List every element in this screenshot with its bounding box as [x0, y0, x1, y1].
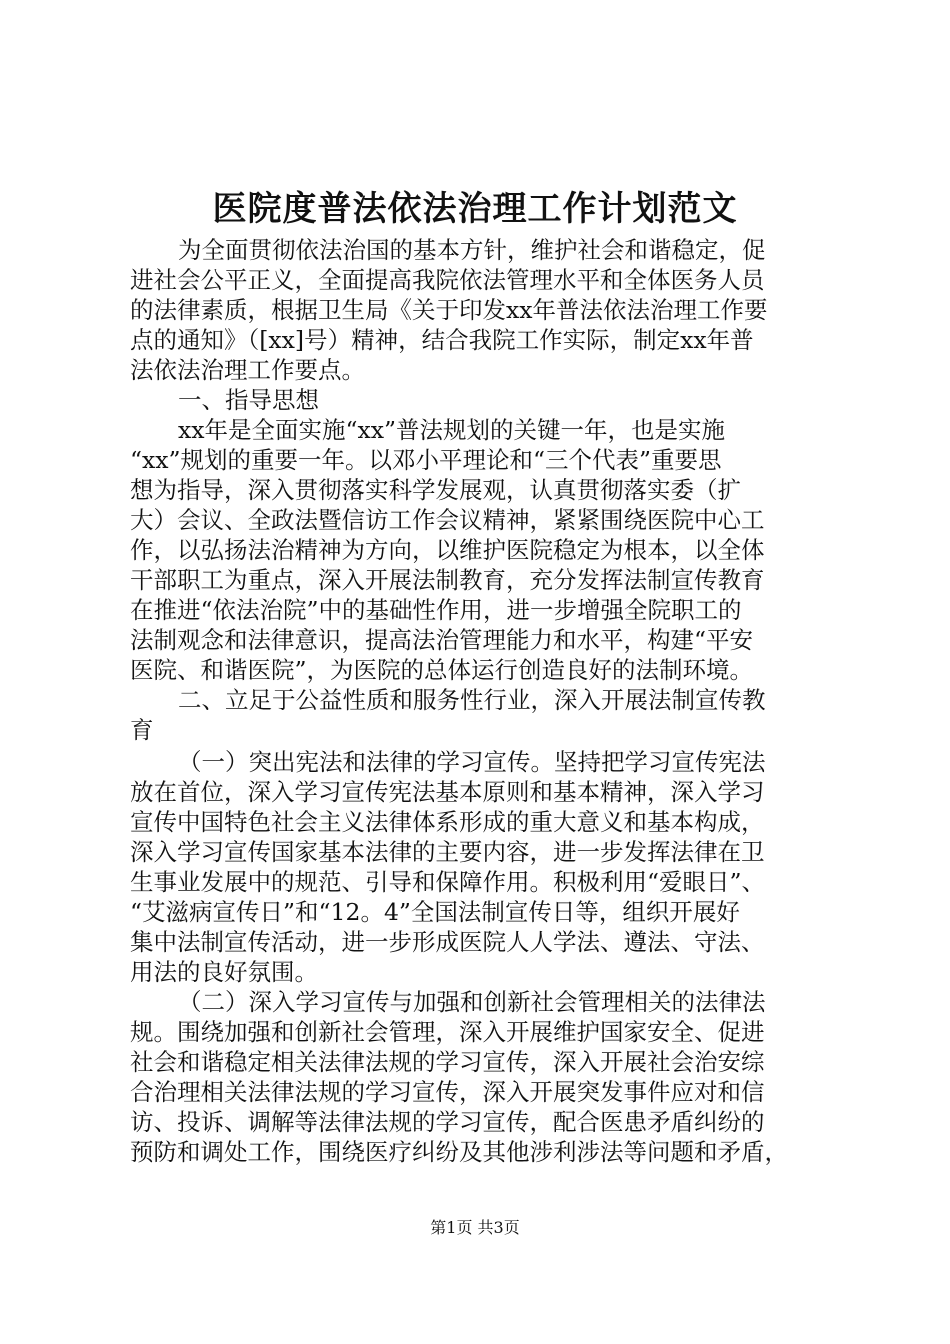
text-line: （二）深入学习宣传与加强和创新社会管理相关的法律法	[178, 988, 766, 1016]
text-line: xx年是全面实施“xx”普法规划的关键一年，也是实施	[178, 416, 726, 444]
text-line: 规。围绕加强和创新社会管理，深入开展维护国家安全、促进	[130, 1018, 765, 1046]
text-line: 干部职工为重点，深入开展法制教育，充分发挥法制宣传教育	[130, 566, 765, 594]
text-line: 为全面贯彻依法治国的基本方针，维护社会和谐稳定，促	[178, 236, 766, 264]
text-line: “艾滋病宣传日”和“12。4”全国法制宣传日等，组织开展好	[130, 898, 740, 926]
section-heading: 一、指导思想	[178, 386, 319, 414]
text-line: 的法律素质，根据卫生局《关于印发xx年普法依法治理工作要	[130, 296, 768, 324]
text-line: 法依法治理工作要点。	[130, 356, 365, 384]
text-line: 生事业发展中的规范、引导和保障作用。积极利用“爱眼日”、	[130, 868, 766, 896]
text-line: 进社会公平正义，全面提高我院依法管理水平和全体医务人员	[130, 266, 765, 294]
text-line: 在推进“依法治院”中的基础性作用，进一步增强全院职工的	[130, 596, 742, 624]
section-heading-continued: 育	[130, 716, 154, 744]
text-line: 法制观念和法律意识，提高法治管理能力和水平，构建“平安	[130, 626, 754, 654]
document-title: 医院度普法依法治理工作计划范文	[212, 189, 738, 229]
document-body	[130, 235, 830, 1167]
section-heading: 二、立足于公益性质和服务性行业，深入开展法制宣传教	[178, 686, 766, 714]
text-line: 集中法制宣传活动，进一步形成医院人人学法、遵法、守法、	[130, 928, 765, 956]
text-line: 放在首位，深入学习宣传宪法基本原则和基本精神，深入学习	[130, 778, 765, 806]
text-line: 用法的良好氛围。	[130, 958, 318, 986]
text-line: 访、投诉、调解等法律法规的学习宣传，配合医患矛盾纠纷的	[130, 1108, 765, 1136]
text-line: 社会和谐稳定相关法律法规的学习宣传，深入开展社会治安综	[130, 1048, 765, 1076]
page-footer: 第1页 共3页	[430, 1218, 520, 1237]
text-line: 医院、和谐医院”，为医院的总体运行创造良好的法制环境。	[130, 656, 754, 684]
text-line: 大）会议、全政法暨信访工作会议精神，紧紧围绕医院中心工	[130, 506, 765, 534]
text-line: 深入学习宣传国家基本法律的主要内容，进一步发挥法律在卫	[130, 838, 765, 866]
text-line: 作，以弘扬法治精神为方向，以维护医院稳定为根本，以全体	[130, 536, 765, 564]
text-line: “xx”规划的重要一年。以邓小平理论和“三个代表”重要思	[130, 446, 722, 474]
text-line: 点的通知》（[xx]号）精神，结合我院工作实际，制定xx年普	[130, 326, 754, 354]
text-line: （一）突出宪法和法律的学习宣传。坚持把学习宣传宪法	[178, 748, 766, 776]
text-line: 合治理相关法律法规的学习宣传，深入开展突发事件应对和信	[130, 1078, 765, 1106]
text-line: 预防和调处工作，围绕医疗纠纷及其他涉利涉法等问题和矛盾，	[130, 1138, 788, 1166]
text-line: 宣传中国特色社会主义法律体系形成的重大意义和基本构成，	[130, 808, 765, 836]
text-line: 想为指导，深入贯彻落实科学发展观，认真贯彻落实委（扩	[130, 476, 741, 504]
